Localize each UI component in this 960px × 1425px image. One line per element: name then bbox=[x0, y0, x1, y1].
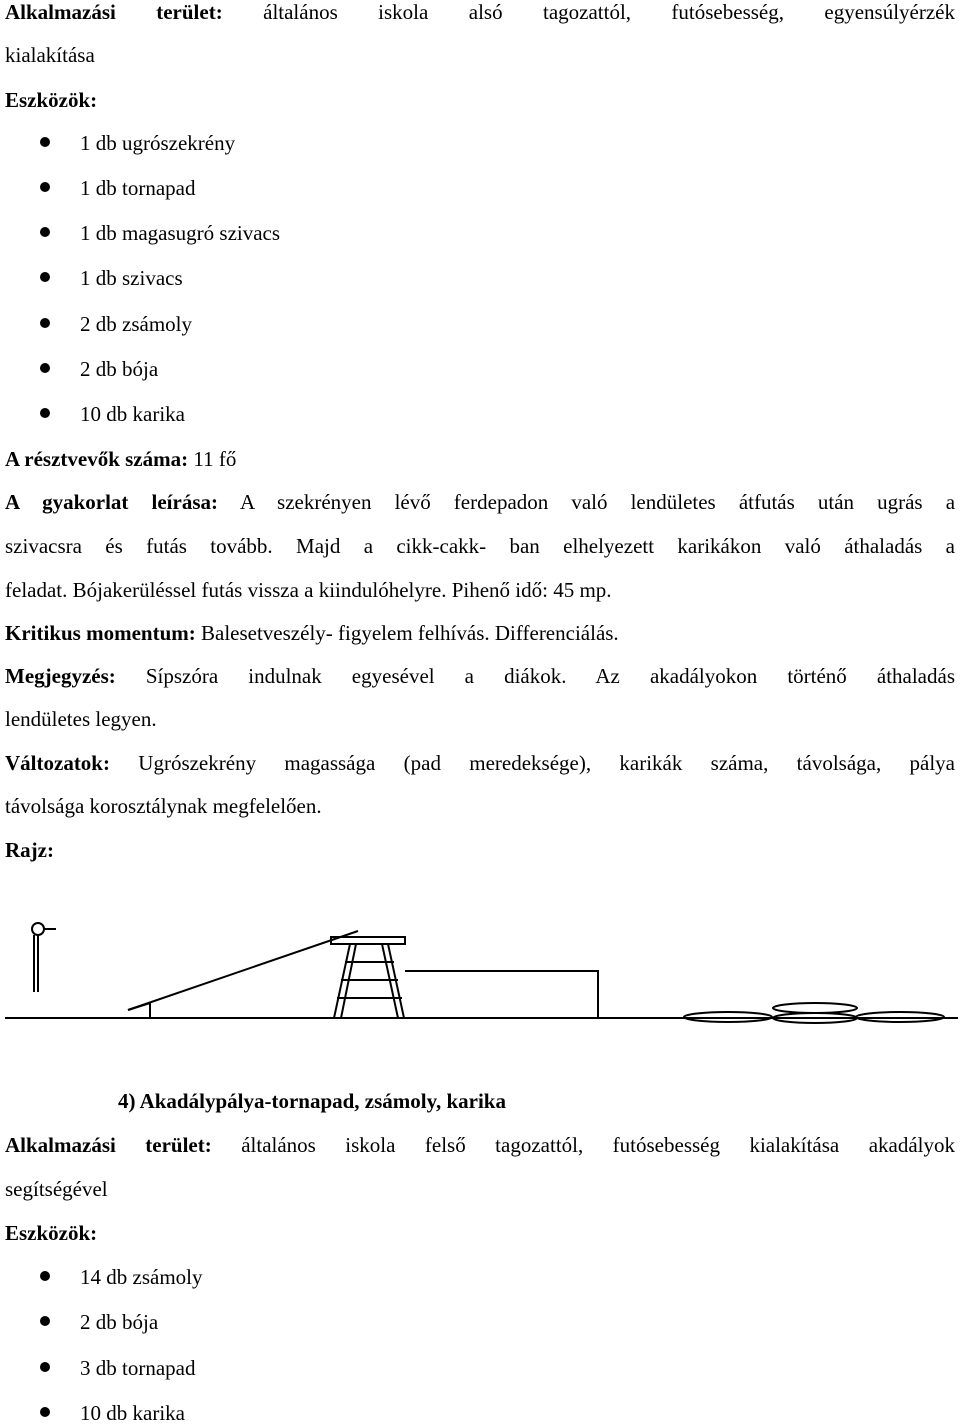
list-item: 14 db zsámoly bbox=[80, 1265, 203, 1289]
list-item: 3 db tornapad bbox=[80, 1356, 196, 1380]
list-item: 10 db karika bbox=[80, 402, 185, 426]
variants-text-cont: távolsága korosztálynak megfelelően. bbox=[5, 794, 322, 818]
area2-label: Alkalmazási terület: bbox=[5, 1133, 212, 1157]
ramp-bench-icon bbox=[128, 931, 358, 1018]
bullet-icon bbox=[40, 408, 50, 418]
bullet-icon bbox=[40, 182, 50, 192]
bullet-icon bbox=[40, 1407, 50, 1417]
list-item: 1 db szivacs bbox=[80, 266, 183, 290]
area2-paragraph bbox=[5, 1133, 955, 1157]
participants-paragraph bbox=[5, 447, 236, 471]
bullet-icon bbox=[40, 1271, 50, 1281]
bullet-icon bbox=[40, 137, 50, 147]
area2-text: általános iskola felső tagozattól, futósebesség kialakítása akadályok bbox=[241, 1133, 955, 1157]
list-item: 1 db magasugró szivacs bbox=[80, 221, 281, 245]
area2-text-cont: segítségével bbox=[5, 1177, 108, 1201]
bullet-icon bbox=[40, 363, 50, 373]
description-paragraph bbox=[5, 490, 955, 514]
critical-label: Kritikus momentum: bbox=[5, 621, 196, 645]
note-text: Sípszóra indulnak egyesével a diákok. Az akadályokon történő áthaladás bbox=[145, 664, 955, 688]
bullet-icon bbox=[40, 227, 50, 237]
bullet-icon bbox=[40, 1316, 50, 1326]
list-item: 2 db bója bbox=[80, 1310, 159, 1334]
description-label: A gyakorlat leírása: bbox=[5, 490, 218, 514]
course-drawing bbox=[0, 905, 960, 1035]
list-item: 2 db bója bbox=[80, 357, 159, 381]
list-item: 1 db tornapad bbox=[80, 176, 196, 200]
bullet-icon bbox=[40, 1362, 50, 1372]
tools-label: Eszközök: bbox=[5, 88, 98, 112]
description-text-end: feladat. Bójakerüléssel futás vissza a kiindulóhelyre. Pihenő idő: 45 mp. bbox=[5, 578, 612, 602]
variants-paragraph bbox=[5, 751, 955, 775]
bullet-icon bbox=[40, 318, 50, 328]
drawing-label: Rajz: bbox=[5, 838, 54, 862]
participants-label: A résztvevők száma: bbox=[5, 447, 189, 471]
variants-text: Ugrószekrény magassága (pad meredeksége), karikák száma, távolsága, pálya bbox=[138, 751, 955, 775]
area-paragraph bbox=[5, 0, 955, 24]
area-text-cont: kialakítása bbox=[5, 43, 95, 67]
list-item: 1 db ugrószekrény bbox=[80, 131, 236, 155]
note-paragraph bbox=[5, 664, 955, 688]
critical-paragraph bbox=[5, 621, 619, 645]
vaulting-box-icon bbox=[331, 937, 405, 1018]
note-text-cont: lendületes legyen. bbox=[5, 707, 157, 731]
description-text-cont: szivacsra és futás tovább. Majd a cikk-cakk- ban elhelyezett karikákon való áthaladás a bbox=[5, 534, 955, 558]
tools2-label: Eszközök: bbox=[5, 1221, 98, 1245]
section-heading: 4) Akadálypálya-tornapad, zsámoly, karika bbox=[118, 1089, 506, 1113]
bullet-icon bbox=[40, 272, 50, 282]
area-label: Alkalmazási terület: bbox=[5, 0, 223, 24]
variants-label: Változatok: bbox=[5, 751, 110, 775]
note-label: Megjegyzés: bbox=[5, 664, 116, 688]
list-item: 2 db zsámoly bbox=[80, 312, 192, 336]
hoops-icon bbox=[684, 1003, 944, 1023]
critical-text: Balesetveszély- figyelem felhívás. Differenciálás. bbox=[201, 621, 619, 645]
area-text: általános iskola alsó tagozattól, futósebesség, egyensúlyérzék bbox=[263, 0, 956, 24]
participants-value: 11 fő bbox=[193, 447, 237, 471]
list-item: 10 db karika bbox=[80, 1401, 185, 1425]
mat-icon bbox=[405, 971, 598, 1018]
description-text: A szekrényen lévő ferdepadon való lendületes átfutás után ugrás a bbox=[239, 490, 956, 514]
whistle-icon bbox=[32, 923, 56, 992]
